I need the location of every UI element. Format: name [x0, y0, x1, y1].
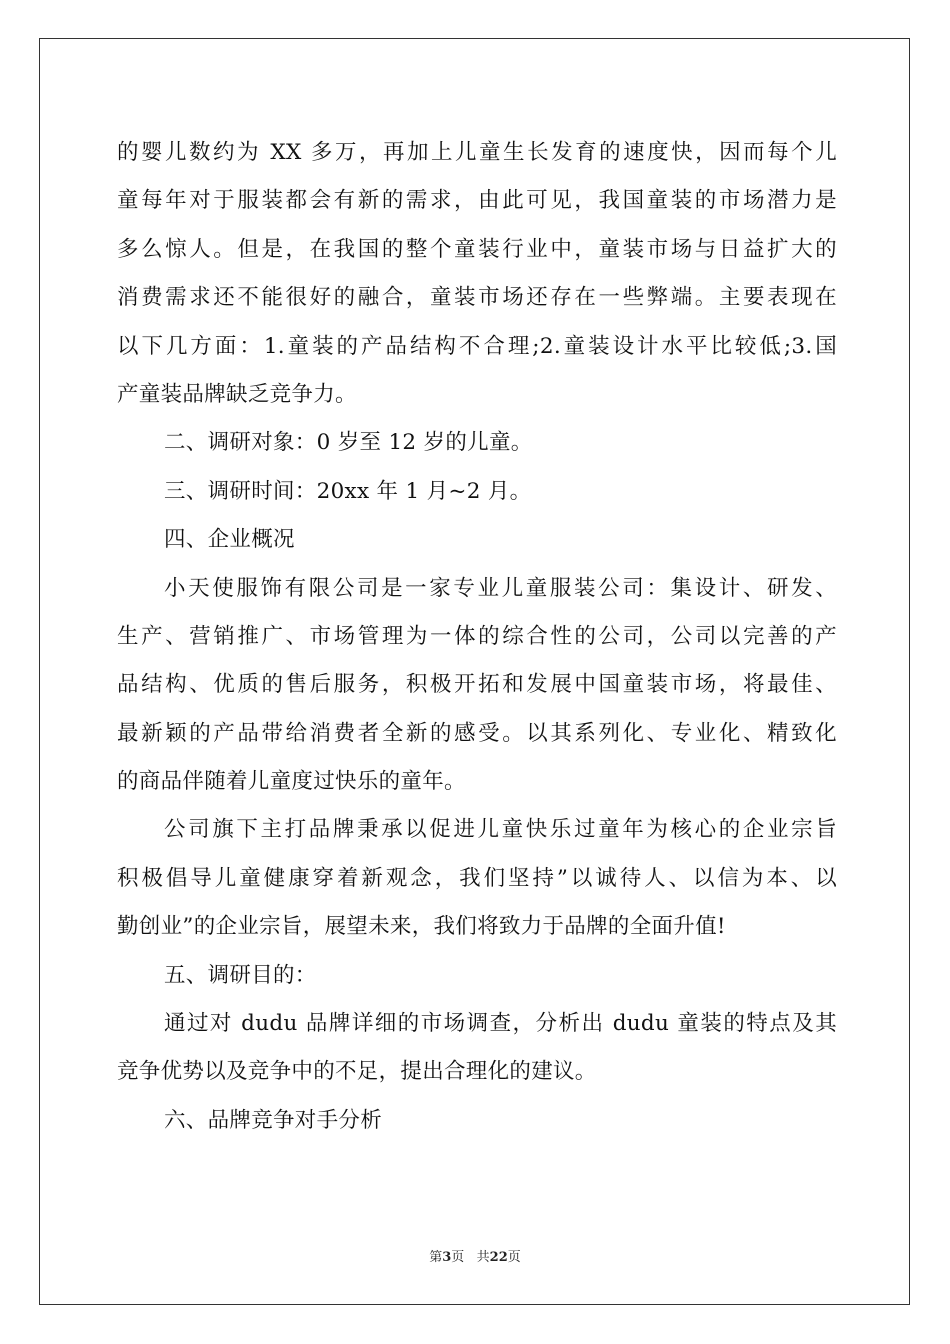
footer-suffix: 页: [507, 1250, 521, 1265]
text-line: 四、企业概况: [164, 527, 295, 553]
text-line: 三、调研时间：20xx 年 1 月~2 月。: [164, 478, 532, 504]
text-line: 通过对 dudu 品牌详细的市场调查，分析出 dudu 童装的特点及其: [164, 1011, 837, 1037]
text-line: 产童装品牌缺乏竞争力。: [117, 381, 357, 407]
text-line: 积极倡导儿童健康穿着新观念，我们坚持”以诚待人、以信为本、以: [117, 865, 837, 891]
text-line: 五、调研目的：: [164, 962, 317, 988]
text-line: 以下几方面：1.童装的产品结构不合理;2.童装设计水平比较低;3.国: [117, 333, 837, 359]
footer-total-pages: 22: [489, 1250, 508, 1265]
document-body: [117, 129, 837, 1145]
text-line: 小天使服饰有限公司是一家专业儿童服装公司：集设计、研发、: [164, 575, 837, 601]
text-line: 的婴儿数约为 XX 多万，再加上儿童生长发育的速度快，因而每个儿: [117, 140, 837, 165]
text-line: 品结构、优质的售后服务，积极开拓和发展中国童装市场，将最佳、: [117, 672, 837, 698]
text-line: 竞争优势以及竞争中的不足，提出合理化的建议。: [117, 1059, 597, 1085]
text-line: 消费需求还不能很好的融合，童装市场还存在一些弊端。主要表现在: [117, 285, 837, 311]
text-line: 公司旗下主打品牌秉承以促进儿童快乐过童年为核心的企业宗旨: [164, 817, 837, 843]
text-line: 二、调研对象：0 岁至 12 岁的儿童。: [164, 430, 533, 456]
footer-mid: 页 共: [451, 1250, 490, 1265]
text-line: 六、品牌竞争对手分析: [164, 1107, 383, 1133]
footer-prefix: 第: [429, 1250, 443, 1265]
text-line: 勤创业”的企业宗旨，展望未来，我们将致力于品牌的全面升值!: [117, 914, 726, 940]
page-footer: [0, 1246, 950, 1265]
footer-page-number: 3: [442, 1250, 452, 1265]
text-line: 童每年对于服装都会有新的需求，由此可见，我国童装的市场潜力是: [117, 188, 837, 214]
text-line: 多么惊人。但是，在我国的整个童装行业中，童装市场与日益扩大的: [117, 236, 837, 262]
text-line: 的商品伴随着儿童度过快乐的童年。: [117, 769, 466, 795]
text-line: 最新颖的产品带给消费者全新的感受。以其系列化、专业化、精致化: [117, 720, 837, 746]
text-line: 生产、营销推广、市场管理为一体的综合性的公司，公司以完善的产: [117, 623, 837, 649]
